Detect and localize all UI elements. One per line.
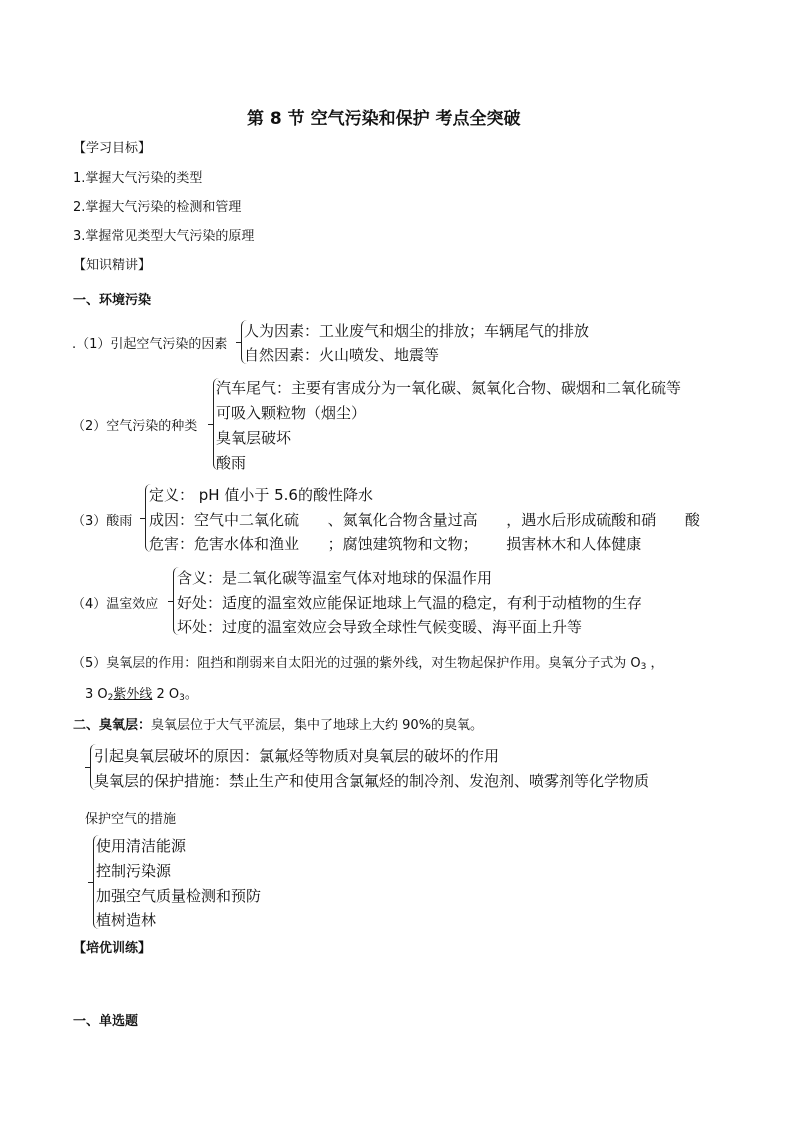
item3-line: 定义： pH 值小于 5.6的酸性降水 [149, 486, 373, 504]
item2-label: （2）空气污染的种类 [72, 419, 198, 434]
item3-line: 成因：空气中二氧化硫 、氮氧化合物含量过高 ，遇水后形成硫酸和硝 酸 [149, 511, 700, 529]
reaction-condition: 紫外线 [113, 687, 153, 702]
objective-item: 1.掌握大气污染的类型 [73, 171, 203, 186]
ozone-reaction: 3 $O_2$紫外线 2 $O_3$。 [85, 687, 198, 703]
item2-line: 臭氧层破坏 [216, 429, 292, 447]
ozone-line: 臭氧层的保护措施：禁止生产和使用含氯氟烃的制冷剂、发泡剂、喷雾剂等化学物质 [94, 772, 650, 790]
objectives-header: 【学习目标】 [73, 141, 152, 156]
item2-line: 汽车尾气：主要有害成分为一氧化碳、氮氧化合物、碳烟和二氧化硫等 [216, 379, 682, 397]
item2-line: 可吸入颗粒物（烟尘） [216, 404, 367, 422]
item3-label: （3）酸雨 [72, 514, 133, 529]
section-heading: 一、单选题 [73, 1014, 139, 1029]
item1-line: 人为因素：工业废气和烟尘的排放；车辆尾气的排放 [244, 322, 590, 340]
objective-item: 3.掌握常见类型大气污染的原理 [73, 229, 255, 244]
ozone-line: 引起臭氧层破坏的原因：氯氟烃等物质对臭氧层的破坏的作用 [94, 747, 500, 765]
item3-line: 危害：危害水体和渔业 ；腐蚀建筑物和文物； 损害林木和人体健康 [149, 535, 642, 553]
training-header: 【培优训练】 [73, 941, 152, 956]
objective-item: 2.掌握大气污染的检测和管理 [73, 200, 242, 215]
protect-line: 使用清洁能源 [96, 837, 187, 855]
protect-header: 保护空气的措施 [85, 812, 177, 827]
section-heading: 一、环境污染 [73, 293, 152, 308]
item4-line: 含义：是二氧化碳等温室气体对地球的保温作用 [177, 569, 493, 587]
item2-line: 酸雨 [216, 454, 247, 472]
protect-line: 加强空气质量检测和预防 [96, 887, 262, 905]
item4-line: 坏处：过度的温室效应会导致全球性气候变暖、海平面上升等 [177, 618, 583, 636]
section2-text: 二、臭氧层：臭氧层位于大气平流层，集中了地球上大约 90%的臭氧。 [73, 718, 484, 733]
knowledge-header: 【知识精讲】 [73, 258, 152, 273]
page-title: 第 8 节 空气污染和保护 考点全突破 [247, 109, 521, 129]
item5-text: （5）臭氧层的作用：阻挡和削弱来自太阳光的过强的紫外线，对生物起保护作用。臭氧分子式为 $O_3$ ， [72, 656, 664, 672]
item4-label: （4）温室效应 [72, 597, 159, 612]
protect-line: 植树造林 [96, 911, 157, 929]
item1-label: .（1）引起空气污染的因素 [72, 337, 228, 352]
protect-line: 控制污染源 [96, 862, 172, 880]
item1-line: 自然因素：火山喷发、地震等 [244, 346, 440, 364]
item4-line: 好处：适度的温室效应能保证地球上气温的稳定，有利于动植物的生存 [177, 594, 643, 612]
